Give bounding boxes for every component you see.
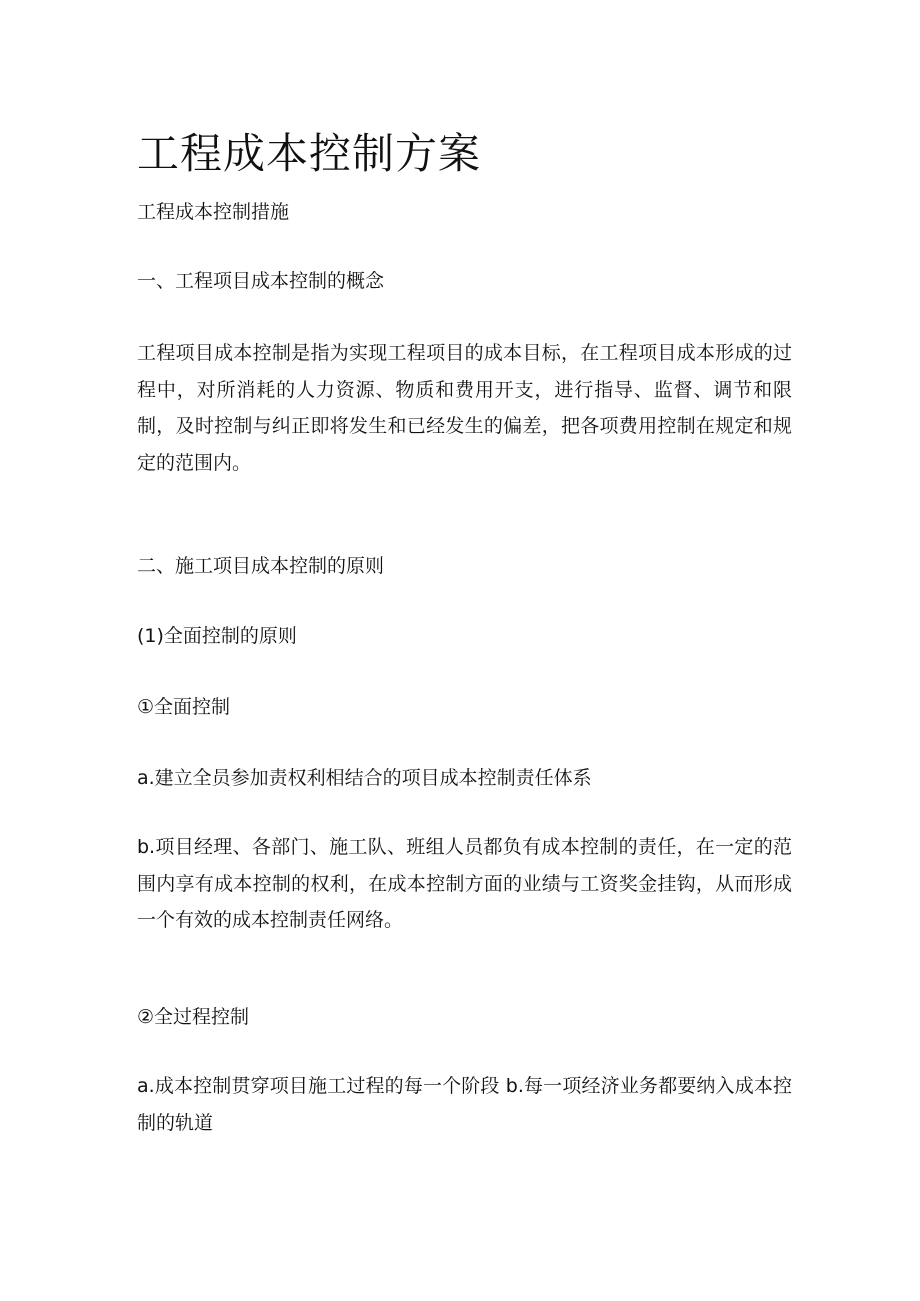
list-items-whole-process: a.成本控制贯穿项目施工过程的每一个阶段 b.每一项经济业务都要纳入成本控制的轨道 [137, 1075, 792, 1134]
subheading-full-control: ①全面控制 [137, 696, 231, 718]
section-heading-principles: 二、施工项目成本控制的原则 [137, 555, 385, 577]
concept-paragraph: 工程项目成本控制是指为实现工程项目的成本目标，在工程项目成本形成的过程中，对所消耗的人力资源、物质和费用开支，进行指导、监督、调节和限制，及时控制与纠正即将发生和已经发生的偏差，把各项费用控制在规定和规定的范围内。 [137, 342, 792, 474]
document-subtitle: 工程成本控制措施 [137, 201, 290, 223]
subheading-whole-process-control: ②全过程控制 [137, 1006, 250, 1028]
list-item-a-responsibility-system: a.建立全员参加责权利相结合的项目成本控制责任体系 [137, 767, 592, 789]
principle-heading-full-control: (1)全面控制的原则 [137, 625, 297, 647]
section-heading-concept: 一、工程项目成本控制的概念 [137, 270, 385, 292]
document-title: 工程成本控制方案 [137, 129, 482, 178]
list-item-b-responsibility-network: b.项目经理、各部门、施工队、班组人员都负有成本控制的责任，在一定的范围内享有成本控制的权利，在成本控制方面的业绩与工资奖金挂钩，从而形成一个有效的成本控制责任网络。 [137, 836, 792, 931]
